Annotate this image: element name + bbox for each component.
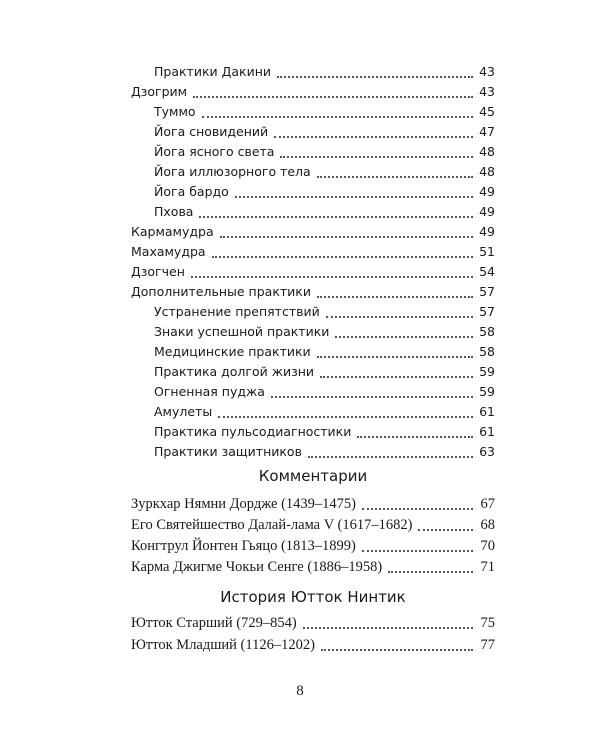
dot-leader	[418, 529, 473, 531]
toc-entry-title: Йога ясного света	[154, 144, 275, 159]
toc-entry-page: 67	[480, 496, 495, 512]
toc-entry	[131, 558, 495, 576]
toc-entry-title: Зуркхар Нямни Дордже (1439–1475)	[131, 496, 357, 512]
toc-entry-page: 49	[479, 184, 495, 199]
toc-entry-title: Практики Дакини	[154, 64, 271, 79]
toc-entry	[131, 163, 495, 181]
toc-entry-title: Йога иллюзорного тела	[154, 164, 311, 179]
toc-entry	[131, 323, 495, 341]
dot-leader	[321, 649, 473, 651]
dot-leader	[317, 176, 473, 178]
section-heading-history: История Ютток Нинтик	[220, 588, 406, 606]
dot-leader	[303, 627, 473, 629]
dot-leader	[388, 571, 473, 573]
dot-leader	[317, 356, 473, 358]
toc-entry-page: 77	[480, 637, 495, 653]
dot-leader	[220, 236, 473, 238]
dot-leader	[335, 336, 473, 338]
toc-entry-page: 68	[480, 517, 495, 533]
toc-entry-page: 75	[480, 615, 495, 631]
toc-entry-title: Устранение препятствий	[154, 304, 320, 319]
toc-entry-page: 70	[480, 538, 495, 554]
dot-leader	[235, 196, 473, 198]
dot-leader	[193, 96, 473, 98]
dot-leader	[202, 116, 473, 118]
dot-leader	[280, 156, 473, 158]
toc-entry-title: Дзогрим	[131, 84, 188, 99]
toc-entry	[131, 537, 495, 555]
toc-entry-page: 43	[479, 84, 495, 99]
toc-entry-title: Ютток Младший (1126–1202)	[131, 637, 315, 653]
dot-leader	[199, 216, 473, 218]
toc-entry-title: Дзогчен	[131, 264, 185, 279]
toc-entry-title: Ютток Старший (729–854)	[131, 615, 297, 631]
dot-leader	[362, 550, 473, 552]
toc-entry	[131, 403, 495, 421]
toc-entry-title: Практики защитников	[154, 444, 302, 459]
dot-leader	[362, 508, 473, 510]
toc-entry-page: 57	[479, 284, 495, 299]
dot-leader	[277, 76, 473, 78]
dot-leader	[320, 376, 473, 378]
toc-entry	[131, 343, 495, 361]
toc-entry-title: Йога сновидений	[154, 124, 269, 139]
toc-entry-title: Практика долгой жизни	[154, 364, 315, 379]
dot-leader	[274, 136, 473, 138]
toc-entry	[131, 143, 495, 161]
toc-entry-page: 47	[479, 124, 495, 139]
toc-entry	[131, 63, 495, 81]
toc-entry-page: 49	[479, 224, 495, 239]
toc-entry-title: Туммо	[154, 104, 196, 119]
dot-leader	[271, 396, 473, 398]
toc-entry	[131, 516, 495, 534]
toc-entry-title: Махамудра	[131, 244, 206, 259]
toc-entry	[131, 614, 495, 632]
toc-entry-page: 58	[479, 324, 495, 339]
toc-entry	[131, 83, 495, 101]
toc-entry-page: 45	[479, 104, 495, 119]
toc-entry	[131, 123, 495, 141]
dot-leader	[317, 296, 473, 298]
toc-entry-page: 59	[479, 364, 495, 379]
toc-entry	[131, 103, 495, 121]
dot-leader	[212, 256, 473, 258]
toc-entry-page: 58	[479, 344, 495, 359]
toc-entry	[131, 423, 495, 441]
toc-entry-title: Кармамудра	[131, 224, 214, 239]
dot-leader	[218, 416, 473, 418]
toc-entry	[131, 363, 495, 381]
toc-entry	[131, 243, 495, 261]
toc-entry	[131, 303, 495, 321]
toc-entry-title: Знаки успешной практики	[154, 324, 330, 339]
toc-entry	[131, 636, 495, 654]
toc-entry	[131, 183, 495, 201]
toc-entry	[131, 283, 495, 301]
toc-entry	[131, 383, 495, 401]
toc-entry-title: Пхова	[154, 204, 194, 219]
toc-entry-title: Амулеты	[154, 404, 213, 419]
page-number: 8	[296, 683, 304, 699]
toc-entry-page: 59	[479, 384, 495, 399]
dot-leader	[308, 456, 473, 458]
toc-entry-page: 61	[479, 404, 495, 419]
toc-entry	[131, 495, 495, 513]
toc-entry-page: 43	[479, 64, 495, 79]
toc-entry-title: Его Святейшество Далай-лама V (1617–1682)	[131, 517, 413, 533]
toc-entry-page: 63	[479, 444, 495, 459]
dot-leader	[191, 276, 473, 278]
toc-entry	[131, 223, 495, 241]
toc-entry-page: 57	[479, 304, 495, 319]
toc-entry-title: Медицинские практики	[154, 344, 311, 359]
toc-entry-title: Йога бардо	[154, 184, 229, 199]
toc-entry-page: 54	[479, 264, 495, 279]
dot-leader	[357, 436, 473, 438]
toc-entry	[131, 203, 495, 221]
toc-entry-title: Дополнительные практики	[131, 284, 311, 299]
toc-entry	[131, 443, 495, 461]
section-heading-commentaries: Комментарии	[258, 467, 368, 485]
toc-entry-title: Огненная пуджа	[154, 384, 265, 399]
toc-entry-page: 51	[479, 244, 495, 259]
toc-entry-title: Практика пульсодиагностики	[154, 424, 352, 439]
toc-entry-page: 71	[480, 559, 495, 575]
toc-entry	[131, 263, 495, 281]
toc-entry-page: 48	[479, 164, 495, 179]
toc-entry-title: Конгтрул Йонтен Гьяцо (1813–1899)	[131, 538, 356, 554]
toc-entry-page: 61	[479, 424, 495, 439]
toc-entry-title: Карма Джигме Чокьи Сенге (1886–1958)	[131, 559, 383, 575]
dot-leader	[326, 316, 473, 318]
toc-entry-page: 49	[479, 204, 495, 219]
toc-entry-page: 48	[479, 144, 495, 159]
